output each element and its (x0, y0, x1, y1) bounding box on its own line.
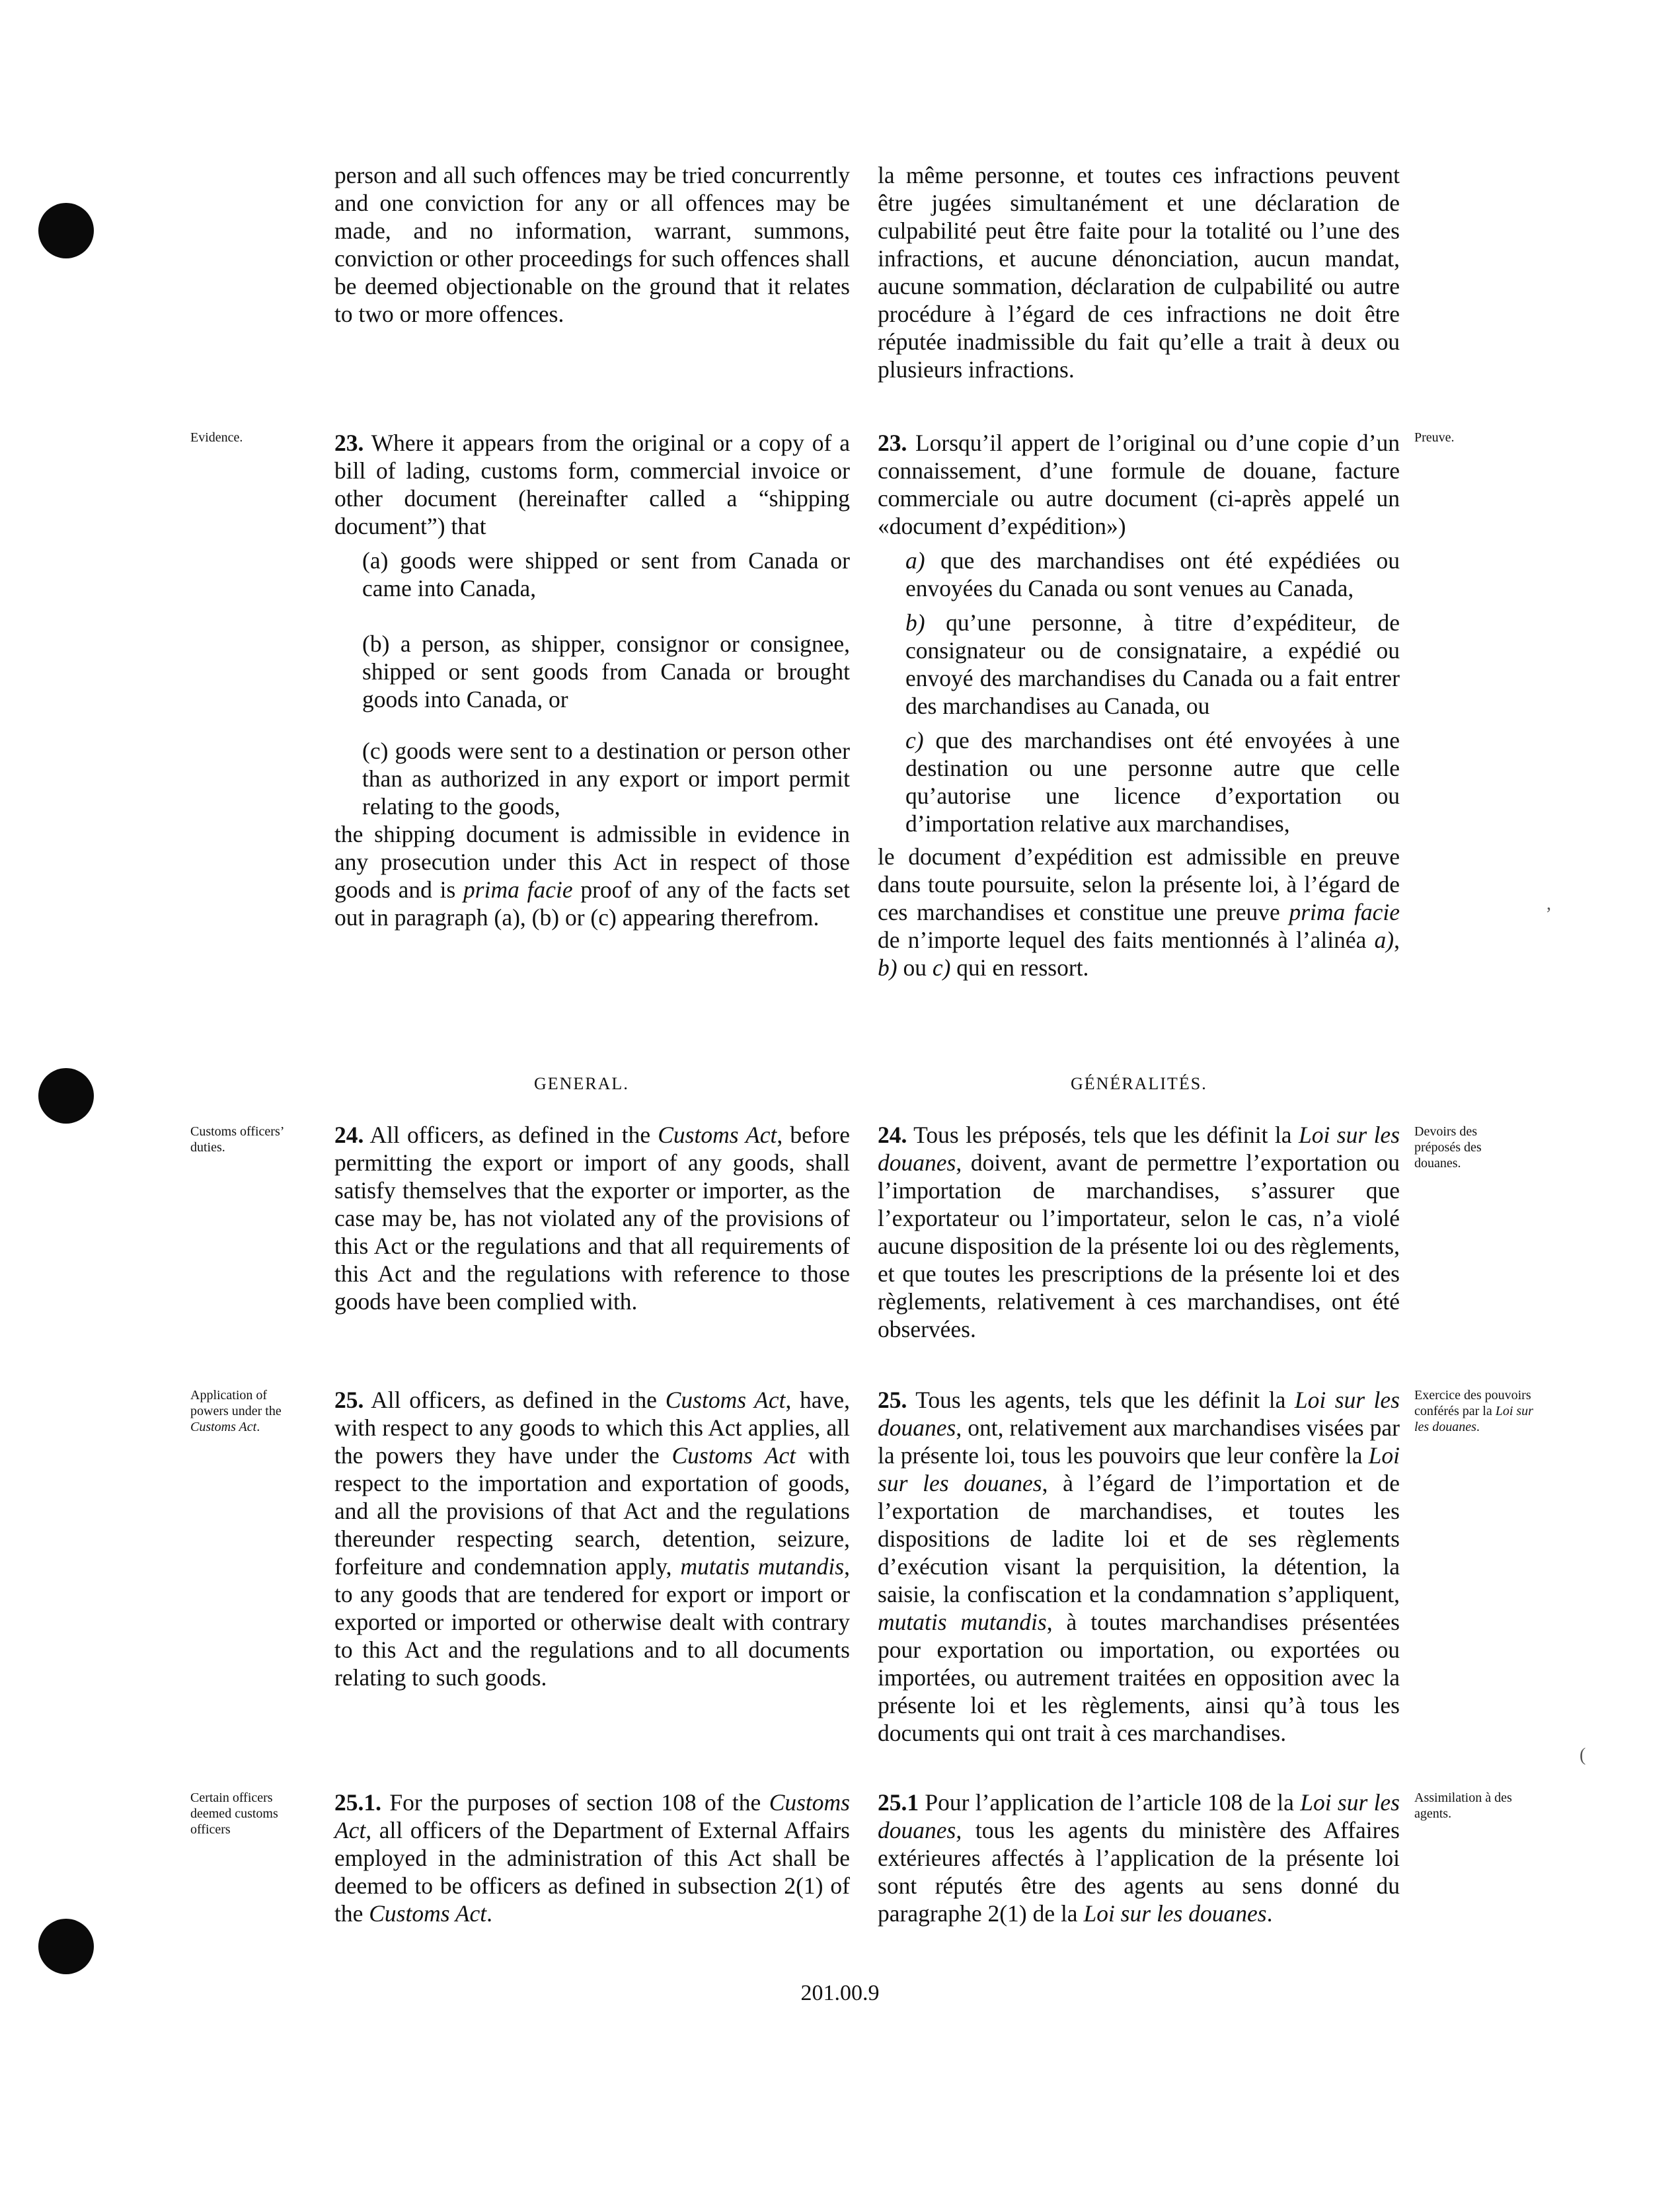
heading-general-en: GENERAL. (534, 1074, 629, 1093)
section-23-en (334, 429, 850, 931)
section-25-fr: 25. Tous les agents, tels que les définit la Loi sur les douanes, ont, relativement aux marchandises visées par la présente loi, tous les pouvoirs que leur confère la Loi sur les douanes, à l’égard de l’importation et de l’exportation de marchandises, et toutes les dispositions de ladite loi et de ses règlements d’exécution visant la perquisition, la détention, la saisie, la confiscation et la condamnation s’appliquent, mutatis mutandis, à toutes marchandises présentées pour exportation ou importation, ou exportées ou importées, ou autrement traitées en opposition avec la présente loi et les règlements, ainsi qu’à tous les documents qui ont trait à ces marchandises. (878, 1387, 1400, 1746)
section-24-en: 24. All officers, as defined in the Customs Act, before permitting the export or import of any goods, shall satisfy themselves that the exporter or importer, as the case may be, has not violated any of the provisions of this Act or the regulations and that all requirements of this Act and the regulations with reference to those goods have been complied with. (334, 1122, 850, 1315)
page-number: 201.00.9 (800, 1981, 880, 2005)
scan-speck: ( (1580, 1745, 1586, 1765)
section-24-fr: 24. Tous les préposés, tels que les définit la Loi sur les douanes, doivent, avant de permettre l’exportation ou l’importation de marchandises, s’assurer que l’exportateur ou l’importateur, selon le cas, n’a violé aucune disposition de la présente loi ou des règlements, et que toutes les prescriptions de la présente loi et des règlements, relativement à ces marchandises, ont été observées. (878, 1122, 1400, 1342)
margin-note-assimilation: Assimilation à des agents. (1414, 1791, 1512, 1821)
continuation-en: person and all such offences may be tried concurrently and one conviction for any or all offences may be made, and no information, warrant, summons, conviction or other proceedings for such offences shall be deemed objectionable on the ground that it relates to two or more offences. (334, 162, 850, 327)
paragraph-a-fr: a) que des marchandises ont été expédiées ou envoyées du Canada ou sont venues au Canada, (905, 547, 1400, 601)
punch-hole-bottom (38, 1919, 94, 1974)
paragraph-a-en: (a) goods were shipped or sent from Canada or came into Canada, (362, 547, 850, 601)
section-23-fr-intro: 23. Lorsqu’il appert de l’original ou d’une copie d’un connaissement, d’une formule de douane, facture commerciale ou autre document (ci-après appelé un «document d’expédition») (878, 430, 1400, 539)
heading-general-fr: GÉNÉRALITÉS. (1071, 1074, 1207, 1093)
margin-note-preuve: Preuve. (1414, 430, 1455, 445)
margin-note-customs-officers-duties: Customs officers’ duties. (190, 1124, 284, 1155)
section-23-en-closing: the shipping document is admissible in evidence in any prosecution under this Act in respect of those goods and is prima facie proof of any of the facts set out in paragraph (a), (b) or (c) appearing therefrom. (334, 821, 850, 931)
section-23-fr (878, 429, 1400, 982)
continuation-fr: la même personne, et toutes ces infractions peuvent être jugées simultanément et une déclaration de culpabilité peut être faite pour la totalité ou l’une des infractions, et aucune dénonciation, aucun mandat, aucune sommation, déclaration de culpabilité ou autre procédure à l’égard de ces infractions ne doit être réputée inadmissible du fait qu’elle a trait à deux ou plusieurs infractions. (878, 162, 1400, 383)
paragraph-c-en: (c) goods were sent to a destination or person other than as authorized in any export or import permit relating to the goods, (362, 738, 850, 820)
paragraph-b-en: (b) a person, as shipper, consignor or consignee, shipped or sent goods from Canada or brought goods into Canada, or (362, 631, 850, 712)
paragraph-b-fr: b) qu’une personne, à titre d’expéditeur, de consignateur ou de consignataire, a expédié ou envoyé des marchandises du Canada ou a fait entrer des marchandises au Canada, ou (905, 609, 1400, 719)
margin-note-evidence: Evidence. (190, 430, 243, 445)
punch-hole-middle (38, 1068, 94, 1124)
punch-hole-top (38, 203, 94, 258)
section-25-1-fr: 25.1 Pour l’application de l’article 108 de la Loi sur les douanes, tous les agents du ministère des Affaires extérieures affectés à l’application de la présente loi sont réputés être des agents au sens donné du paragraphe 2(1) de la Loi sur les douanes. (878, 1789, 1400, 1927)
section-23-en-intro: 23. Where it appears from the original or a copy of a bill of lading, customs form, commercial invoice or other document (hereinafter called a “shipping document”) that (334, 430, 850, 539)
margin-note-devoirs-preposes: Devoirs des préposés des douanes. (1414, 1124, 1482, 1171)
section-23-fr-closing: le document d’expédition est admissible en preuve dans toute poursuite, selon la présente loi, à l’égard de ces marchandises et constitue une preuve prima facie de n’importe lequel des faits mentionnés à l’alinéa a), b) ou c) qui en ressort. (878, 843, 1400, 981)
margin-note-exercice-des-pouvoirs: Exercice des pouvoirs conférés par la Loi sur les douanes. (1414, 1388, 1533, 1434)
margin-note-application-of-powers: Application of powers under the Customs Act. (190, 1388, 282, 1434)
scan-speck: , (1546, 894, 1551, 914)
section-25-1-en: 25.1. For the purposes of section 108 of the Customs Act, all officers of the Department of External Affairs employed in the administration of this Act shall be deemed to be officers as defined in subsection 2(1) of the Customs Act. (334, 1789, 850, 1927)
section-25-en: 25. All officers, as defined in the Customs Act, have, with respect to any goods to which this Act applies, all the powers they have under the Customs Act with respect to the importation and exportation of goods, and all the provisions of that Act and the regulations thereunder respecting search, detention, seizure, forfeiture and condemnation apply, mutatis mutandis, to any goods that are tendered for export or import or exported or imported or otherwise dealt with contrary to this Act and the regulations and to all documents relating to such goods. (334, 1387, 850, 1691)
paragraph-c-fr: c) que des marchandises ont été envoyées à une destination ou une personne autre que celle qu’autorise une licence d’exportation ou d’importation relative aux marchandises, (905, 727, 1400, 837)
margin-note-certain-officers: Certain officers deemed customs officers (190, 1791, 278, 1837)
